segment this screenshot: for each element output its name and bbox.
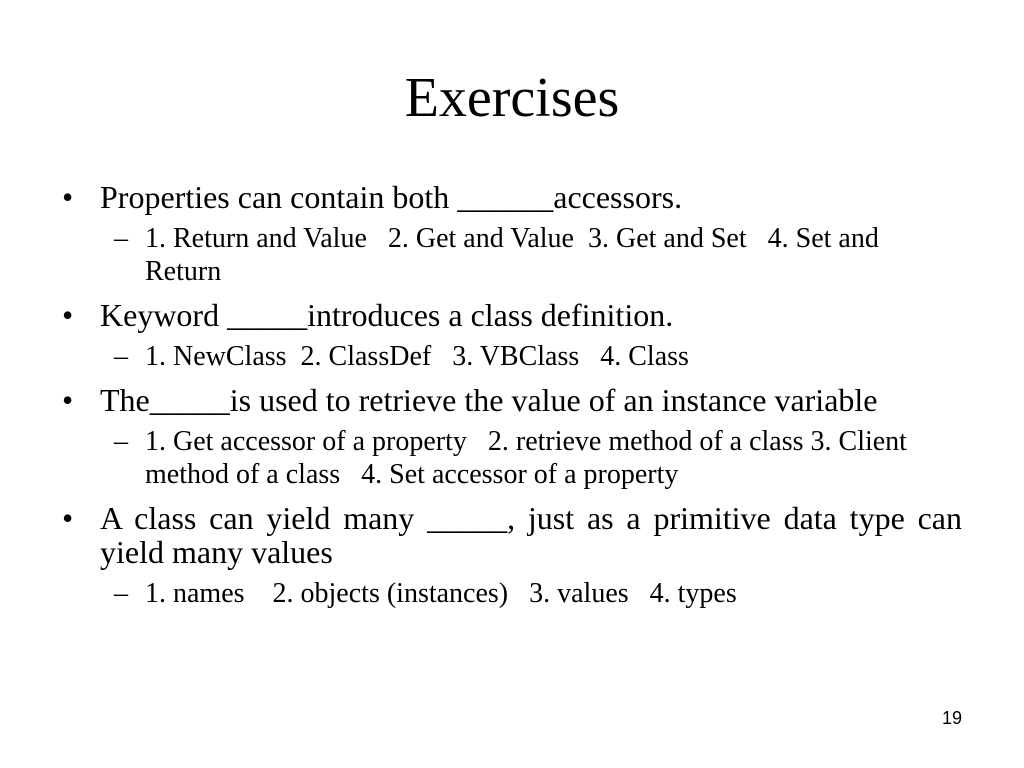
question-text: Properties can contain both ______accessors. <box>100 179 683 215</box>
bullet-marker: • <box>62 382 74 418</box>
answer-options: 1. names 2. objects (instances) 3. values 4. types <box>145 578 737 609</box>
question-text: Keyword _____introduces a class definition. <box>100 297 674 333</box>
answer-options: 1. Return and Value 2. Get and Value 3. Get and Set 4. Set and Return <box>145 223 886 287</box>
sub-bullet-item <box>100 425 962 491</box>
bullet-marker: • <box>62 297 74 333</box>
sub-bullet-list <box>100 577 962 610</box>
question-text: A class can yield many _____, just as a primitive data type can yield many values <box>100 500 962 570</box>
sub-bullet-marker: – <box>114 426 128 457</box>
bullet-item <box>62 383 962 491</box>
sub-bullet-item <box>100 222 962 288</box>
bullet-marker: • <box>62 179 74 215</box>
slide-content <box>62 180 962 620</box>
page-number: 19 <box>941 708 962 728</box>
sub-bullet-item <box>100 577 962 610</box>
sub-bullet-marker: – <box>114 341 128 372</box>
answer-options: 1. Get accessor of a property 2. retrieve method of a class 3. Client method of a class 4. Set accessor of a property <box>145 426 914 490</box>
sub-bullet-marker: – <box>114 223 128 254</box>
bullet-item <box>62 180 962 288</box>
bullet-list <box>62 180 962 610</box>
slide-title: Exercises <box>404 67 620 129</box>
sub-bullet-list <box>100 425 962 491</box>
bullet-item <box>62 501 962 610</box>
sub-bullet-item <box>100 340 962 373</box>
sub-bullet-marker: – <box>114 578 128 609</box>
sub-bullet-list <box>100 340 962 373</box>
answer-options: 1. NewClass 2. ClassDef 3. VBClass 4. Class <box>145 341 689 372</box>
question-text: The_____is used to retrieve the value of an instance variable <box>100 382 878 418</box>
bullet-item <box>62 298 962 373</box>
sub-bullet-list <box>100 222 962 288</box>
bullet-marker: • <box>62 500 74 536</box>
